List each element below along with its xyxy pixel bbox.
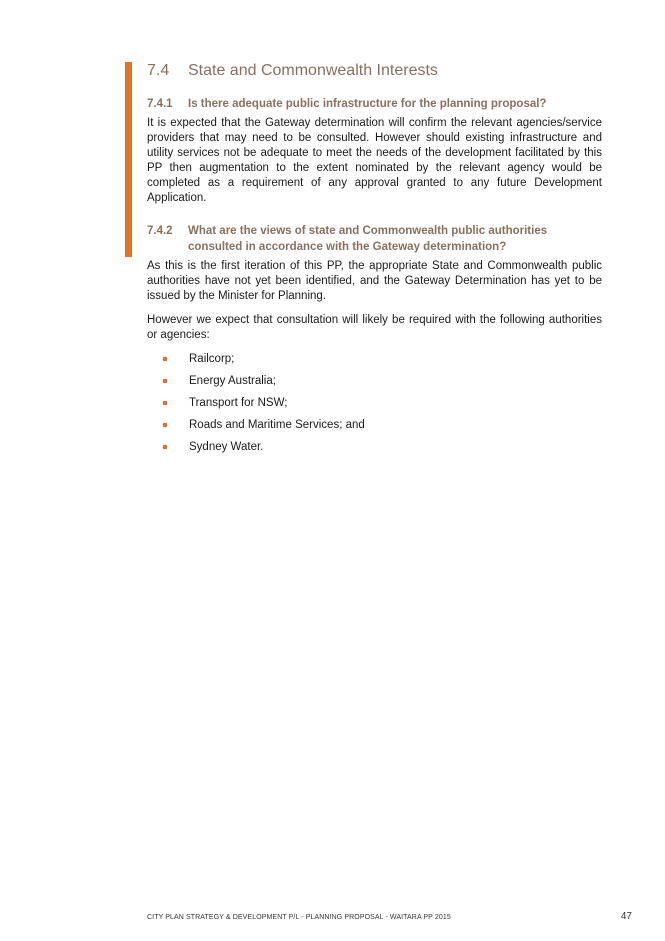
- section-accent-bar: [125, 62, 132, 257]
- square-bullet-icon: [163, 379, 167, 383]
- list-item-text: Roads and Maritime Services; and: [189, 419, 365, 431]
- list-item-text: Energy Australia;: [189, 375, 276, 387]
- list-item: [163, 418, 602, 433]
- body-paragraph: However we expect that consultation will likely be required with the following authorities or agencies:: [147, 314, 602, 341]
- body-paragraph: It is expected that the Gateway determination will confirm the relevant agencies/service providers that may need to be consulted. However should existing infrastructure and utility services not be adequate to meet the needs of the development facilitated by this PP then augmentation to the extent nominated by the relevant agency would be completed as a requirement of any approval granted to any future Development Application.: [147, 117, 602, 204]
- list-item: [163, 374, 602, 389]
- list-item-text: Railcorp;: [189, 353, 235, 365]
- subsection-heading-7-4-1: [147, 96, 602, 112]
- subsection-title: What are the views of state and Commonwealth public authorities consulted in accordance with the Gateway determination?: [188, 225, 548, 253]
- section-title-text: State and Commonwealth Interests: [188, 62, 438, 79]
- square-bullet-icon: [163, 357, 167, 361]
- section-number: 7.4: [147, 62, 170, 79]
- agency-list: [147, 352, 602, 455]
- page-number: 47: [620, 911, 632, 922]
- section-title: [147, 62, 438, 80]
- list-item: [163, 352, 602, 367]
- square-bullet-icon: [163, 401, 167, 405]
- list-item-text: Sydney Water.: [189, 441, 264, 453]
- subsection-number: 7.4.2: [147, 225, 173, 237]
- subsection-title: Is there adequate public infrastructure for the planning proposal?: [188, 98, 547, 110]
- list-item-text: Transport for NSW;: [189, 397, 288, 409]
- subsection-heading-7-4-2: [147, 223, 602, 255]
- square-bullet-icon: [163, 423, 167, 427]
- list-item: [163, 396, 602, 411]
- list-item: [163, 440, 602, 455]
- body-paragraph: As this is the first iteration of this PP, the appropriate State and Commonwealth public authorities have not yet been identified, and the Gateway Determination has yet to be issued by the Minister for Planning.: [147, 260, 602, 302]
- page-content: [147, 96, 602, 462]
- subsection-number: 7.4.1: [147, 98, 173, 110]
- page-footer: CITY PLAN STRATEGY & DEVELOPMENT P/L - PLANNING PROPOSAL - WAITARA PP 2015: [147, 914, 451, 921]
- square-bullet-icon: [163, 445, 167, 449]
